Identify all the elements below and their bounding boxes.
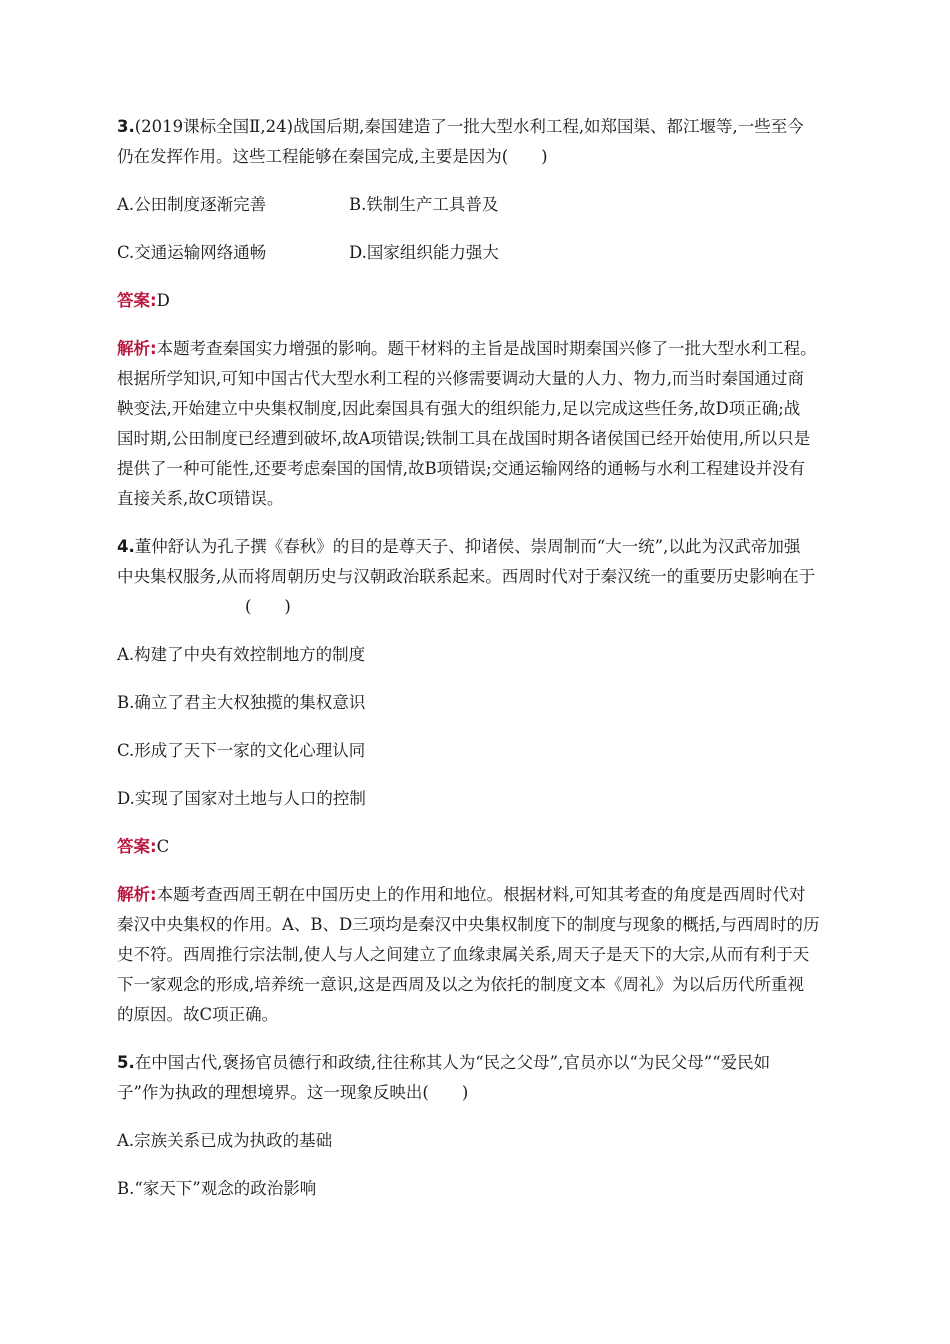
analysis-line: 提供了一种可能性,还要考虑秦国的国情,故B项错误;交通运输网络的通畅与水利工程建设并没有 xyxy=(117,459,806,478)
answer-label: 答案: xyxy=(117,291,157,310)
analysis-line: 的原因。故C项正确。 xyxy=(117,1005,279,1024)
analysis-line: 根据所学知识,可知中国古代大型水利工程的兴修需要调动大量的人力、物力,而当时秦国通过商 xyxy=(117,369,804,388)
analysis-line: 解析:本题考查西周王朝在中国历史上的作用和地位。根据材料,可知其考查的角度是西周时代对 xyxy=(117,885,806,904)
question-4-stem-line-1: 4.董仲舒认为孔子撰《春秋》的目的是尊天子、抑诸侯、崇周制而“大一统”,以此为汉武帝加强 xyxy=(117,537,801,556)
analysis-label: 解析: xyxy=(117,339,157,358)
question-3-stem-line-1: 3.(2019课标全国Ⅱ,24)战国后期,秦国建造了一批大型水利工程,如郑国渠、都江堰等,一些至今 xyxy=(117,117,804,136)
document-page xyxy=(117,112,837,1204)
question-4-number: 4. xyxy=(117,537,135,556)
question-5 xyxy=(117,1048,837,1204)
question-4-answer xyxy=(117,832,837,862)
analysis-line: 史不符。西周推行宗法制,使人与人之间建立了血缘隶属关系,周天子是天下的大宗,从而有利于天 xyxy=(117,945,810,964)
question-3-options-row-2 xyxy=(117,238,837,268)
question-4-stem-line-2: 中央集权服务,从而将周朝历史与汉朝政治联系起来。西周时代对于秦汉统一的重要历史影响在于 xyxy=(117,567,816,586)
question-3-analysis xyxy=(117,334,837,514)
answer-label: 答案: xyxy=(117,837,157,856)
option-b: B.“家天下”观念的政治影响 xyxy=(117,1179,317,1198)
question-5-number: 5. xyxy=(117,1053,135,1072)
option-b: B.铁制生产工具普及 xyxy=(349,195,499,214)
option-d: D.国家组织能力强大 xyxy=(349,243,499,262)
question-3 xyxy=(117,112,837,514)
option-a: A.宗族关系已成为执政的基础 xyxy=(117,1131,333,1150)
question-3-answer xyxy=(117,286,837,316)
question-5-stem-line-2: 子”作为执政的理想境界。这一现象反映出( ) xyxy=(117,1083,469,1102)
question-4-stem-line-3: ( ) xyxy=(245,597,291,616)
analysis-line: 直接关系,故C项错误。 xyxy=(117,489,284,508)
question-3-number: 3. xyxy=(117,117,135,136)
question-4 xyxy=(117,532,837,1030)
option-d: D.实现了国家对土地与人口的控制 xyxy=(117,789,366,808)
analysis-line: 秦汉中央集权的作用。A、B、D三项均是秦汉中央集权制度下的制度与现象的概括,与西周时的历 xyxy=(117,915,820,934)
question-3-stem-line-2: 仍在发挥作用。这些工程能够在秦国完成,主要是因为( ) xyxy=(117,147,548,166)
option-a: A.构建了中央有效控制地方的制度 xyxy=(117,645,366,664)
option-c: C.交通运输网络通畅 xyxy=(117,243,267,262)
analysis-line: 解析:本题考查秦国实力增强的影响。题干材料的主旨是战国时期秦国兴修了一批大型水利工程。 xyxy=(117,339,817,358)
answer-value: C xyxy=(156,837,170,856)
option-a: A.公田制度逐渐完善 xyxy=(117,195,267,214)
answer-value: D xyxy=(156,291,170,310)
question-5-stem-line-1: 5.在中国古代,褒扬官员德行和政绩,往往称其人为“民之父母”,官员亦以“为民父母”“爱民如 xyxy=(117,1053,771,1072)
option-c: C.形成了天下一家的文化心理认同 xyxy=(117,741,366,760)
question-3-options-row-1 xyxy=(117,190,837,220)
option-b: B.确立了君主大权独揽的集权意识 xyxy=(117,693,366,712)
analysis-line: 国时期,公田制度已经遭到破坏,故A项错误;铁制工具在战国时期各诸侯国已经开始使用,所以只是 xyxy=(117,429,811,448)
analysis-line: 下一家观念的形成,培养统一意识,这是西周及以之为依托的制度文本《周礼》为以后历代所重视 xyxy=(117,975,804,994)
analysis-label: 解析: xyxy=(117,885,157,904)
analysis-line: 鞅变法,开始建立中央集权制度,因此秦国具有强大的组织能力,足以完成这些任务,故D项正确;战 xyxy=(117,399,801,418)
question-4-analysis xyxy=(117,880,837,1030)
